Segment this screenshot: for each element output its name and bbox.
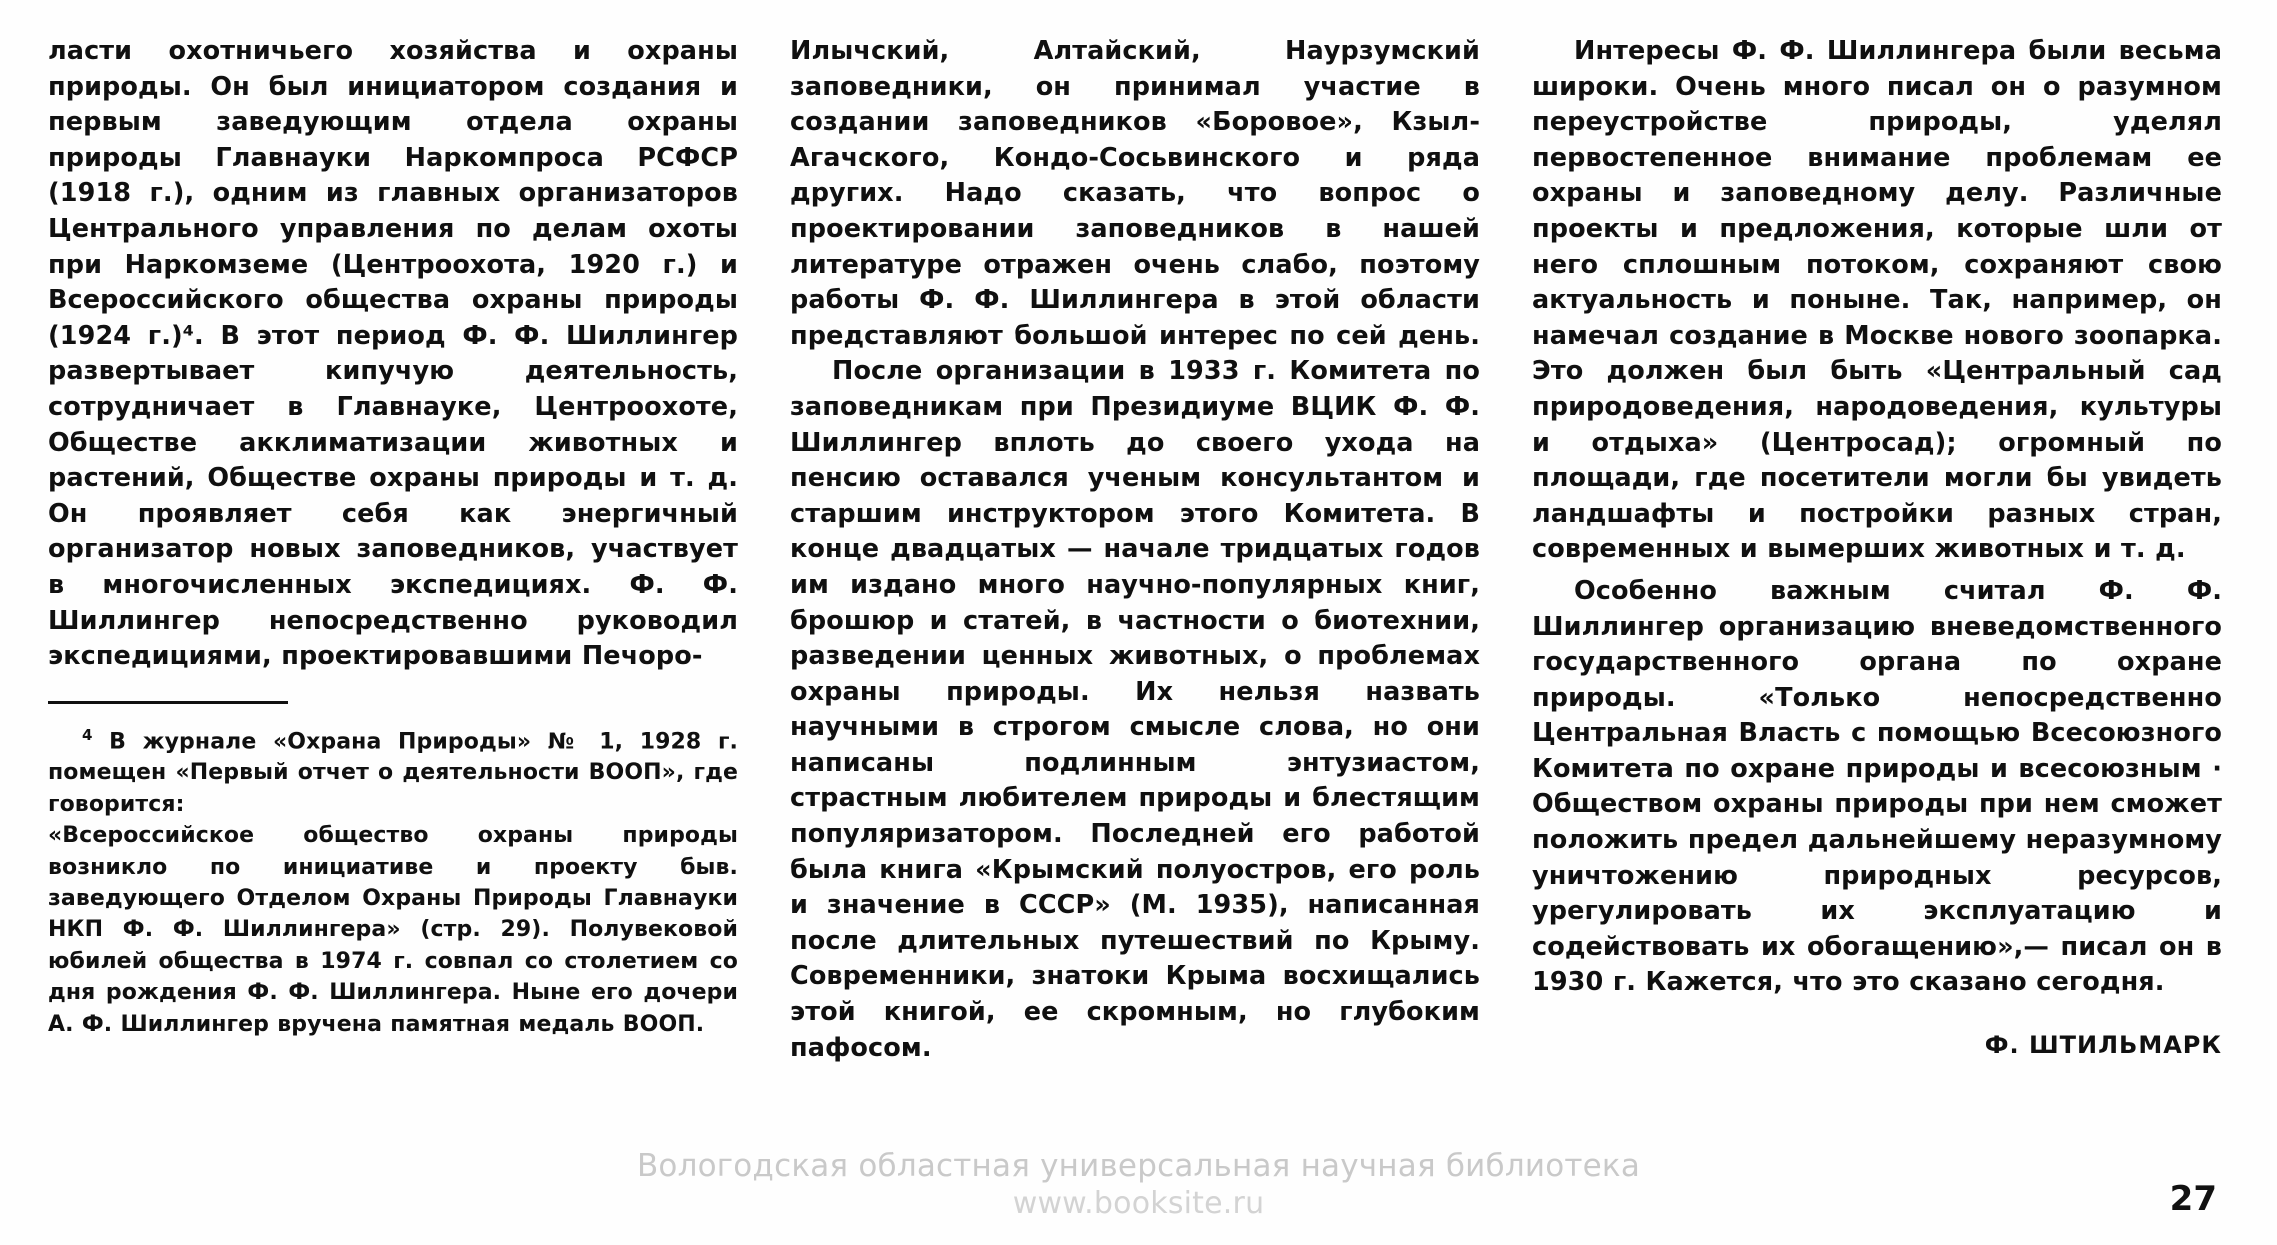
footnote-marker: 4 [82,725,93,744]
footnote-paragraph-1 [48,720,738,821]
footnote-divider [48,701,288,704]
paragraph-state-organ: Особенно важным считал Ф. Ф. Шиллингер организацию вневедомственного государственного органа по охране природы. «Только непосредственно Центральная Власть с помощью Всесоюзного Комитета по охране природы и всесоюзным · Обществом охраны природы при нем сможет положить предел дальнейшему неразумному уничтожению природных ресурсов, урегулировать их эксплуатацию и содействовать их обогащению»,— писал он в 1930 г. Кажется, что это сказано сегодня. [1532,575,2222,998]
page-number: 27 [2169,1179,2217,1219]
paragraph-interests: Интересы Ф. Ф. Шиллингера были весьма широки. Очень много писал он о разумном переустройстве природы, уделял первостепенное внимание проблемам ее охраны и заповедному делу. Различные проекты и предложения, которые шли от него сплошным потоком, сохраняют свою актуальность и поныне. Так, например, он намечал создание в Москве нового зоопарка. Это должен был быть «Центральный сад природоведения, народоведения, культуры и отдыха» (Центросад); огромный по площади, где посетители могли бы увидеть ландшафты и постройки разных стран, современных и вымерших животных и т. д. [1532,36,2222,565]
watermark-line-1: Вологодская областная универсальная научная библиотека [636,1148,1641,1184]
paragraph-continuation: ласти охотничьего хозяйства и охраны природы. Он был инициатором создания и первым заведующим отдела охраны природы Главнауки Наркомпроса РСФСР (1918 г.), одним из главных организаторов Центрального управления по делам охоты при Наркомземе (Центроохота, 1920 г.) и Всероссийского общества охраны природы (1924 г.)⁴. В этот период Ф. Ф. Шиллингер развертывает кипучую деятельность, сотрудничает в Главнауке, Центроохоте, Обществе акклиматизации животных и растений, Обществе охраны природы и т. д. Он проявляет себя как энергичный организатор новых заповедников, участвует в многочисленных экспедициях. Ф. Ф. Шиллингер непосредственно руководил экспедициями, проектировавшими Печоро- [48,36,738,672]
column-left [48,34,738,1066]
column-right [1532,34,2222,1066]
column-center [790,34,1480,1066]
watermark-line-2: www.booksite.ru [1012,1186,1265,1221]
footnote-block [48,720,738,1040]
paragraph-reserves: Илычский, Алтайский, Наурзумский заповедники, он принимал участие в создании заповедников «Боровое», Кзыл-Агачского, Кондо-Сосьвинского и ряда других. Надо сказать, что вопрос о проектировании заповедников в нашей литературе отражен очень слабо, поэтому работы Ф. Ф. Шиллингера в этой области представляют большой интерес по сей день. [790,36,1480,351]
footnote-paragraph-2: «Всероссийское общество охраны природы возникло по инициативе и проекту быв. заведующего Отделом Охраны Природы Главнауки НКП Ф. Ф. Шиллингера» (стр. 29). Полувековой юбилей общества в 1974 г. совпал со столетием со дня рождения Ф. Ф. Шиллингера. Ныне его дочери А. Ф. Шиллингер вручена памятная медаль ВООП. [48,823,738,1037]
footnote-text-1: В журнале «Охрана Природы» № 1, 1928 г. помещен «Первый отчет о деятельности ВООП», где говорится: [48,729,738,817]
library-watermark [0,1148,2277,1221]
paragraph-committee: После организации в 1933 г. Комитета по заповедникам при Президиуме ВЦИК Ф. Ф. Шиллингер вплоть до своего ухода на пенсию оставался ученым консультантом и старшим инструктором этого Комитета. В конце двадцатых — начале тридцатых годов им издано много научно-популярных книг, брошюр и статей, в частности о биотехнии, разведении ценных животных, о проблемах охраны природы. Их нельзя назвать научными в строгом смысле слова, но они написаны подлинным энтузиастом, страстным любителем природы и блестящим популяризатором. Последней его работой была книга «Крымский полуостров, его роль и значение в СССР» (М. 1935), написанная после длительных путешествий по Крыму. Современники, знатоки Крыма восхищались этой книгой, ее скромным, но глубоким пафосом. [790,356,1480,1063]
author-signature: Ф. ШТИЛЬМАРК [1984,1031,2222,1060]
article-columns [48,34,2238,1066]
